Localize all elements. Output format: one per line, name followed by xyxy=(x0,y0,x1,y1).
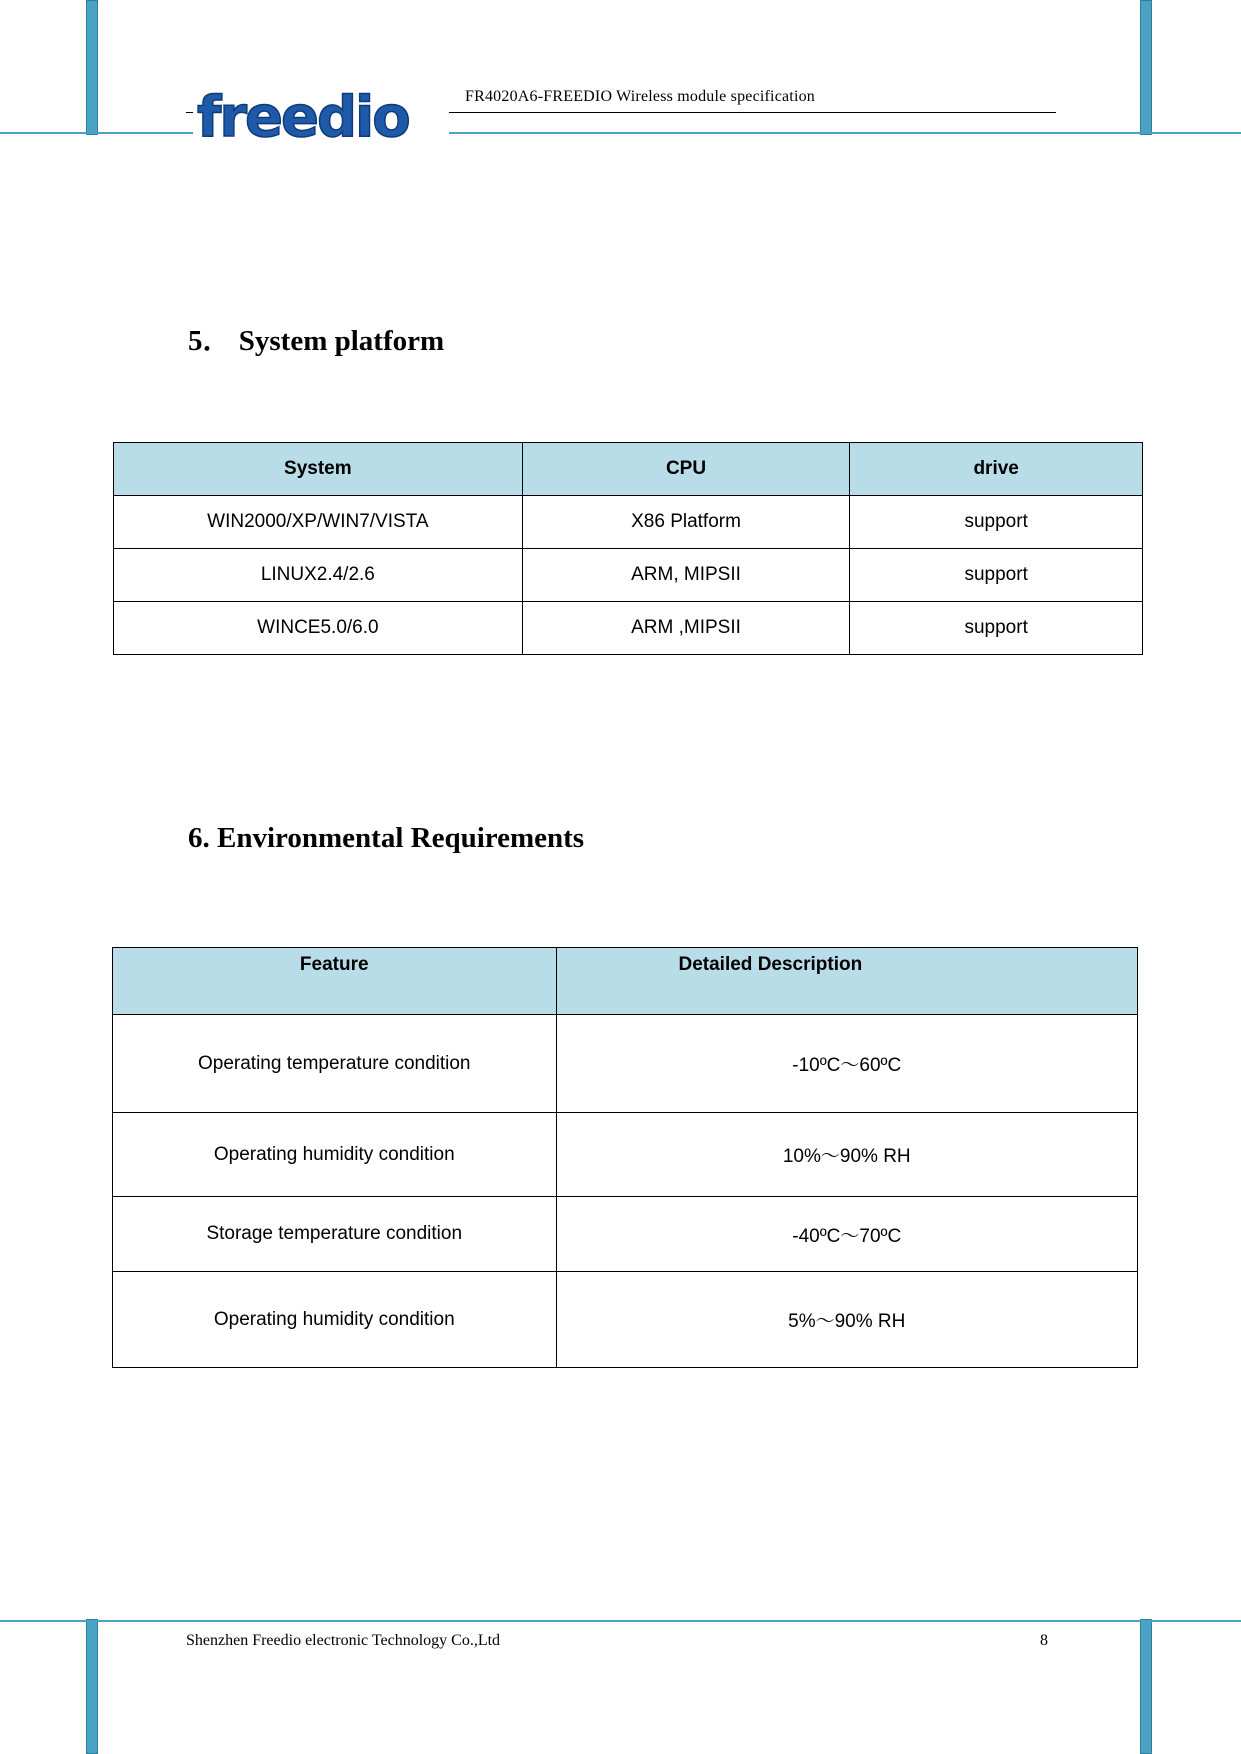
table-row xyxy=(113,1197,1138,1272)
table-cell: 10%～90% RH xyxy=(556,1113,1138,1197)
footer-company: Shenzhen Freedio electronic Technology Co.,Ltd xyxy=(186,1632,501,1649)
section-title-environmental-requirements: 6. Environmental Requirements xyxy=(188,822,585,854)
table-cell: support xyxy=(850,602,1143,655)
system-platform-table xyxy=(113,442,1143,655)
table-row xyxy=(113,1015,1138,1113)
table-cell: Operating temperature condition xyxy=(113,1015,557,1113)
column-header: Detailed Description xyxy=(556,948,1138,1015)
table-row xyxy=(114,602,1143,655)
table-cell: -40ºC～70ºC xyxy=(556,1197,1138,1272)
table-cell: Operating humidity condition xyxy=(113,1113,557,1197)
section-title-system-platform: 5． System platform xyxy=(188,325,445,357)
frame-bar-bottom-right xyxy=(1140,1619,1152,1754)
table-row xyxy=(114,549,1143,602)
table-cell: -10ºC～60ºC xyxy=(556,1015,1138,1113)
environmental-requirements-table xyxy=(112,947,1138,1368)
freedio-logo xyxy=(193,86,449,148)
table-row xyxy=(113,1113,1138,1197)
freedio-logo-graphic xyxy=(193,86,449,148)
table-cell: support xyxy=(850,549,1143,602)
column-header: System xyxy=(114,443,523,496)
frame-line-top xyxy=(0,132,1241,134)
footer-page-number: 8 xyxy=(1040,1632,1048,1649)
table-cell: ARM, MIPSII xyxy=(522,549,850,602)
table-cell: Storage temperature condition xyxy=(113,1197,557,1272)
table-cell: Operating humidity condition xyxy=(113,1272,557,1368)
table-cell: X86 Platform xyxy=(522,496,850,549)
table-cell: 5%～90% RH xyxy=(556,1272,1138,1368)
column-header: CPU xyxy=(522,443,850,496)
table-cell: support xyxy=(850,496,1143,549)
header-title: FR4020A6-FREEDIO Wireless module specification xyxy=(465,88,815,105)
table-header-row xyxy=(114,443,1143,496)
table-cell: ARM ,MIPSII xyxy=(522,602,850,655)
table-row xyxy=(113,1272,1138,1368)
table-header-row xyxy=(113,948,1138,1015)
frame-bar-bottom-left xyxy=(86,1619,98,1754)
frame-bar-top-right xyxy=(1140,0,1152,135)
table-row xyxy=(114,496,1143,549)
column-header: Feature xyxy=(113,948,557,1015)
table-cell: LINUX2.4/2.6 xyxy=(114,549,523,602)
table-cell: WIN2000/XP/WIN7/VISTA xyxy=(114,496,523,549)
column-header: drive xyxy=(850,443,1143,496)
logo-wordmark: freedio xyxy=(197,86,409,148)
frame-bar-top-left xyxy=(86,0,98,135)
table-cell: WINCE5.0/6.0 xyxy=(114,602,523,655)
frame-line-bottom xyxy=(0,1620,1241,1622)
